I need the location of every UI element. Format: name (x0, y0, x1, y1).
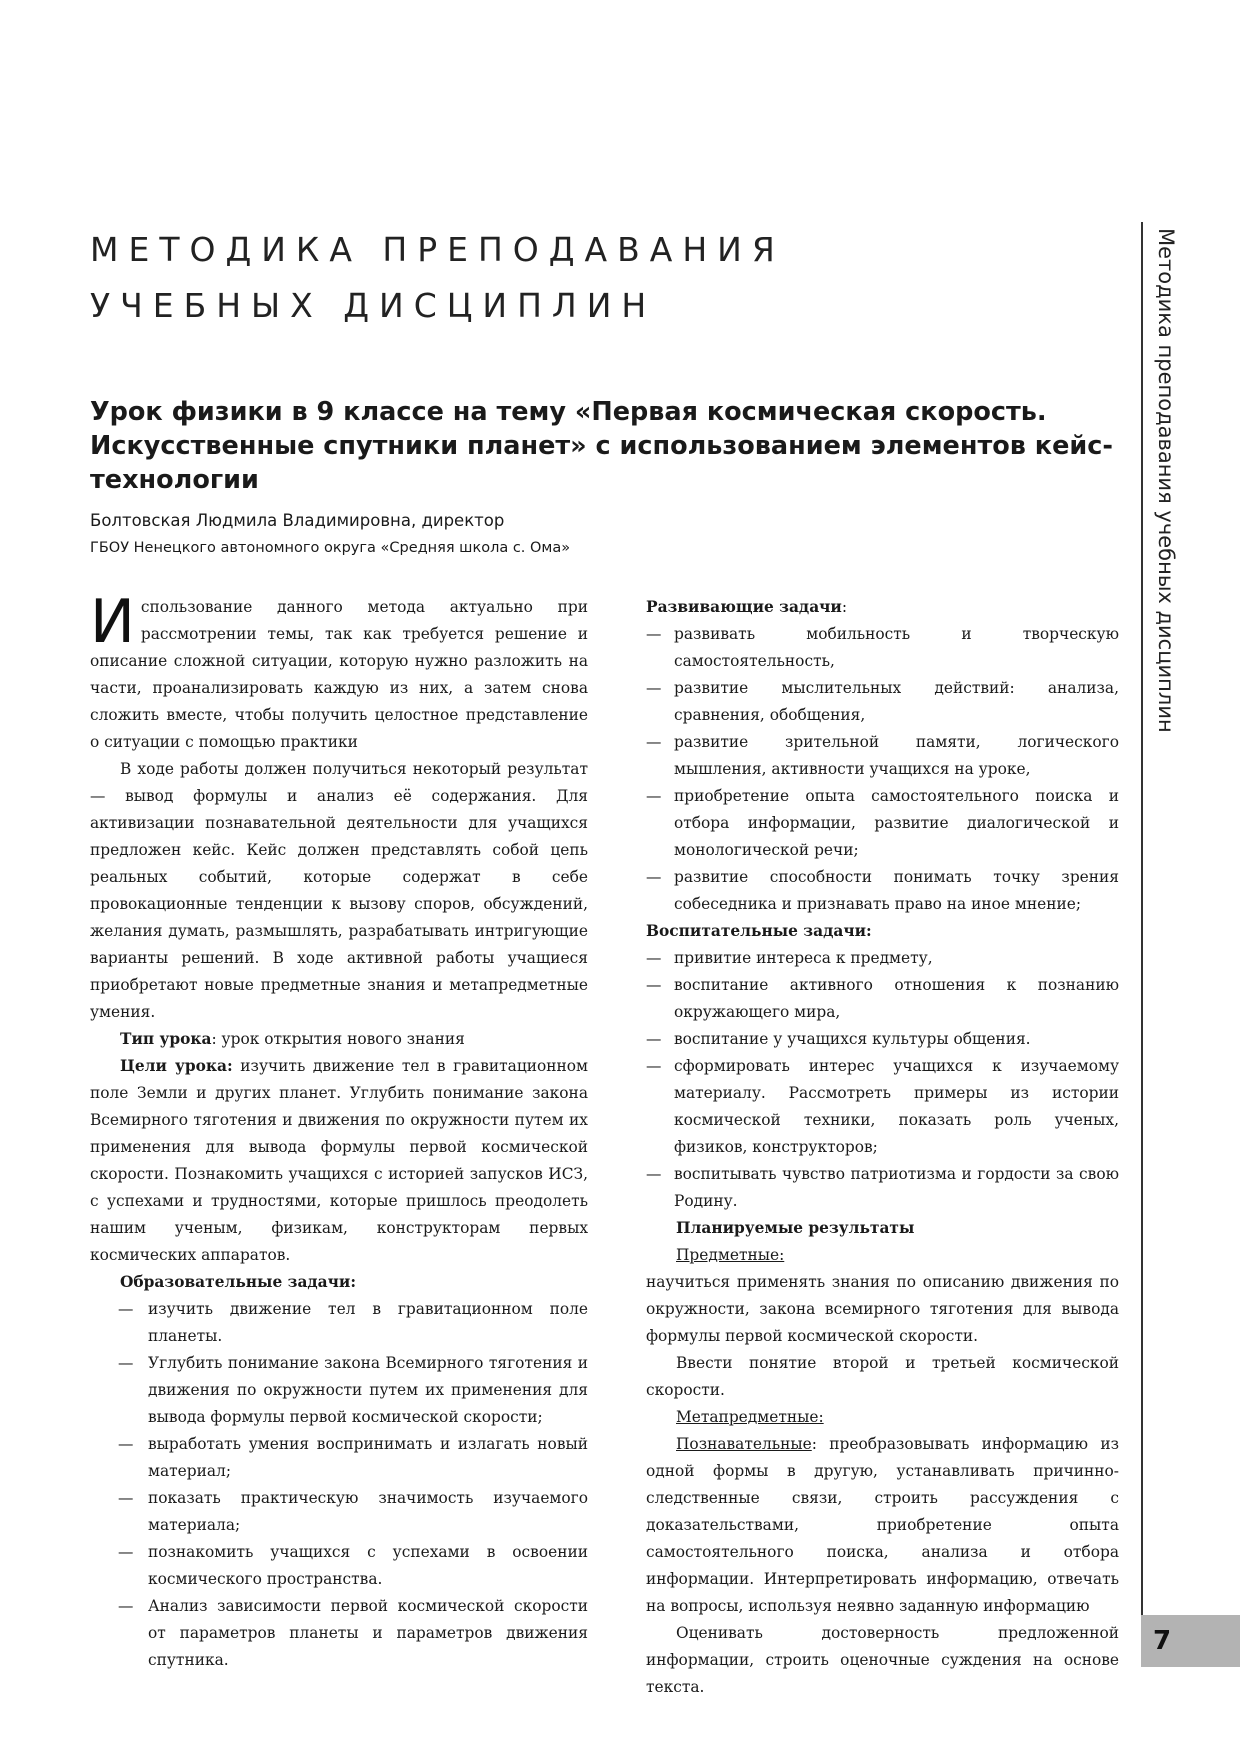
dev-heading-line (646, 594, 1119, 621)
list-item: — воспитание активного отношения к познанию окружающего мира, (646, 972, 1119, 1026)
cognitive-text: : преобразовывать информацию из одной формы в другую, устанавливать причинно-следственные связи, строить рассуждения с доказательствами, приобретение опыта самостоятельного поиска, анализа и отбора информации. Интерпретировать информацию, отвечать на вопросы, используя неявно заданную информацию (646, 1435, 1119, 1615)
goals-text: изучить движение тел в гравитационном поле Земли и других планет. Углубить понимание закона Всемирного тяготения и движения по окружности путем их применения для вывода формулы первой космической скорости. Познакомить учащихся с историей запусков ИСЗ, с успехами и трудностями, которые пришлось преодолеть нашим ученым, физикам, конструкторам первых космических аппаратов. (90, 1057, 589, 1264)
subject-text: научиться применять знания по описанию движения по окружности, закона всемирного тяготения для вывода формулы первой космической скорости. (646, 1273, 1119, 1345)
list-item: — развитие зрительной памяти, логического мышления, активности учащихся на уроке, (646, 729, 1119, 783)
author: Болтовская Людмила Владимировна, директор (90, 511, 505, 530)
intro-paragraph (90, 587, 588, 756)
list-item: — выработать умения воспринимать и излагать новый материал; (90, 1431, 588, 1485)
subject-text-2: Ввести понятие второй и третьей космической скорости. (646, 1354, 1119, 1399)
edu-list (90, 1296, 588, 1674)
list-item: — показать практическую значимость изучаемого материала; (90, 1485, 588, 1539)
subject-label: Предметные: (676, 1246, 785, 1264)
edu-heading: Образовательные задачи: (120, 1273, 357, 1291)
dev-colon: : (841, 598, 848, 616)
lesson-type-value: : урок открытия нового знания (211, 1030, 465, 1048)
list-item: — развитие способности понимать точку зрения собеседника и признавать право на иное мнение; (646, 864, 1119, 918)
upbringing-list (646, 945, 1119, 1215)
list-item: — Углубить понимание закона Всемирного тяготения и движения по окружности путем их применения для вывода формулы первой космической скорости; (90, 1350, 588, 1431)
lesson-type-label: Тип урока (120, 1030, 212, 1048)
dev-heading: Развивающие задачи (646, 598, 842, 616)
list-item: — воспитывать чувство патриотизма и гордости за свою Родину. (646, 1161, 1119, 1215)
list-item: — развивать мобильность и творческую самостоятельность, (646, 621, 1119, 675)
cognitive-paragraph (646, 1431, 1119, 1620)
affiliation: ГБОУ Ненецкого автономного округа «Средняя школа с. Ома» (90, 540, 571, 556)
list-item: — изучить движение тел в гравитационном поле планеты. (90, 1296, 588, 1350)
paragraph-2: В ходе работы должен получиться некоторый результат — вывод формулы и анализ её содержания. Для активизации познавательной деятельности для учащихся предложен кейс. Кейс должен представлять собой цепь реальных событий, которые содержат в себе провокационные тенденции к вызову споров, обсуждений, желания думать, размышлять, разрабатывать интригующие варианты решений. В ходе активной работы учащиеся приобретают новые предметные знания и метапредметные умения. (90, 760, 588, 1021)
list-item: — воспитание у учащихся культуры общения. (646, 1026, 1119, 1053)
list-item: — познакомить учащихся с успехами в освоении космического пространства. (90, 1539, 588, 1593)
page-number: 7 (1141, 1615, 1240, 1667)
dev-list (646, 621, 1119, 918)
intro-text: спользование данного метода актуально при рассмотрении темы, так как требуется решение и описание сложной ситуации, которую нужно разложить на части, проанализировать каждую из них, а затем снова сложить вместе, чтобы получить целостное представление о ситуации с помощью практики (90, 598, 588, 751)
right-column (646, 594, 1119, 1701)
left-column (90, 587, 589, 1674)
results-heading: Планируемые результаты (676, 1219, 915, 1237)
meta-label: Метапредметные: (676, 1408, 824, 1426)
list-item: — развитие мыслительных действий: анализа, сравнения, обобщения, (646, 675, 1119, 729)
cognitive-label: Познавательные (676, 1435, 812, 1453)
list-item: — приобретение опыта самостоятельного поиска и отбора информации, развитие диалогической и монологической речи; (646, 783, 1119, 864)
dropcap: И (90, 587, 135, 657)
list-item: — Анализ зависимости первой космической скорости от параметров планеты и параметров движения спутника. (90, 1593, 588, 1674)
section-title: МЕТОДИКА ПРЕПОДАВАНИЯ УЧЕБНЫХ ДИСЦИПЛИН (90, 230, 785, 325)
upbringing-heading: Воспитательные задачи: (646, 922, 872, 940)
lesson-type (90, 1026, 588, 1053)
evaluation-text: Оценивать достоверность предложенной информации, строить оценочные суждения на основе текста. (646, 1624, 1119, 1696)
lesson-goals (90, 1053, 588, 1269)
goals-label: Цели урока: (120, 1057, 233, 1075)
list-item: — привитие интереса к предмету, (646, 945, 1119, 972)
side-label: Методика преподавания учебных дисциплин (1154, 228, 1178, 733)
list-item: — сформировать интерес учащихся к изучаемому материалу. Рассмотреть примеры из истории космической техники, показать роль ученых, физиков, конструкторов; (646, 1053, 1119, 1161)
article-title: Урок физики в 9 классе на тему «Первая космическая скорость. Искусственные спутники планет» с использованием элементов кейс-технологии (90, 397, 1113, 495)
